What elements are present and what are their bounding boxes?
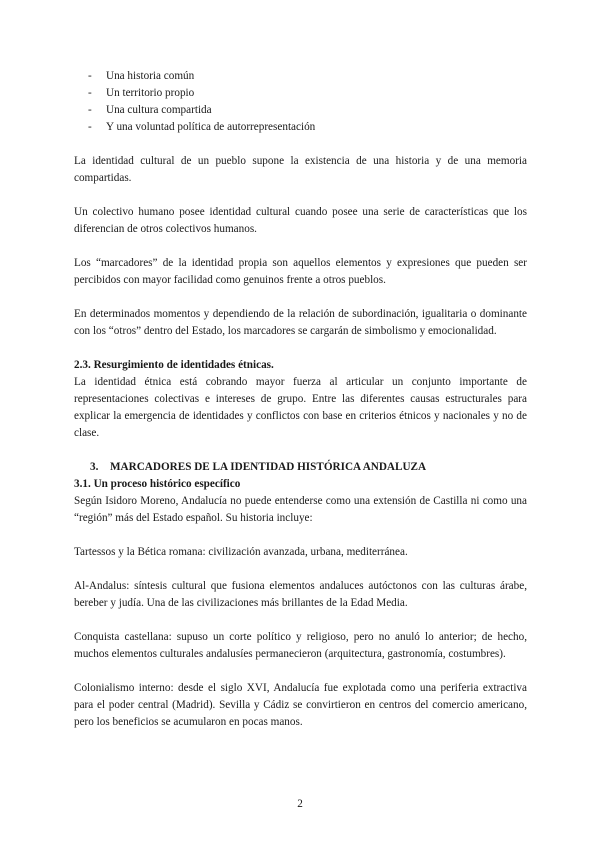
paragraph: Conquista castellana: supuso un corte político y religioso, pero no anuló lo anterior; de hecho, muchos elementos culturales andalusíes permanecieron (arquitectura, gastronomía, costumbres). xyxy=(74,631,527,660)
paragraph: La identidad cultural de un pueblo supone la existencia de una historia y de una memoria compartidas. xyxy=(74,155,527,184)
list-item: - Y una voluntad política de autorrepresentación xyxy=(88,121,316,133)
paragraph: Tartessos y la Bética romana: civilización avanzada, urbana, mediterránea. xyxy=(74,546,408,558)
page-number: 2 xyxy=(297,798,303,810)
page-content xyxy=(74,68,527,731)
list-item: - Una historia común xyxy=(88,70,195,82)
identity-requirements-list xyxy=(74,68,527,136)
paragraph: La identidad étnica está cobrando mayor fuerza al articular un conjunto importante de representaciones colectivas e intereses de grupo. Entre las diferentes causas estructurales para explicar la emergencia de identidades y conflictos con base en criterios étnicos y nacionales y no de clase. xyxy=(74,376,527,439)
subsection-heading-2-3: 2.3. Resurgimiento de identidades étnicas. xyxy=(74,359,274,371)
subsection-heading-3-1: 3.1. Un proceso histórico específico xyxy=(74,478,241,490)
paragraph: Según Isidoro Moreno, Andalucía no puede entenderse como una extensión de Castilla ni como una “región” más del Estado español. Su historia incluye: xyxy=(74,495,527,524)
section-heading-3: 3. MARCADORES DE LA IDENTIDAD HISTÓRICA ANDALUZA xyxy=(90,461,427,473)
paragraph: Colonialismo interno: desde el siglo XVI, Andalucía fue explotada como una periferia extractiva para el poder central (Madrid). Sevilla y Cádiz se convirtieron en centros del comercio americano, pero los beneficios se acumularon en pocas manos. xyxy=(74,682,527,728)
paragraph: Al-Andalus: síntesis cultural que fusiona elementos andaluces autóctonos con las culturas árabe, bereber y judía. Una de las civilizaciones más brillantes de la Edad Media. xyxy=(74,580,527,609)
paragraph: Un colectivo humano posee identidad cultural cuando posee una serie de características que los diferencian de otros colectivos humanos. xyxy=(74,206,527,235)
list-item: - Una cultura compartida xyxy=(88,104,212,116)
paragraph: En determinados momentos y dependiendo de la relación de subordinación, igualitaria o dominante con los “otros” dentro del Estado, los marcadores se cargarán de simbolismo y emocionalidad. xyxy=(74,308,527,337)
list-item: - Un territorio propio xyxy=(88,87,195,99)
paragraph: Los “marcadores” de la identidad propia son aquellos elementos y expresiones que pueden ser percibidos con mayor facilidad como genuinos frente a otros pueblos. xyxy=(74,257,527,286)
